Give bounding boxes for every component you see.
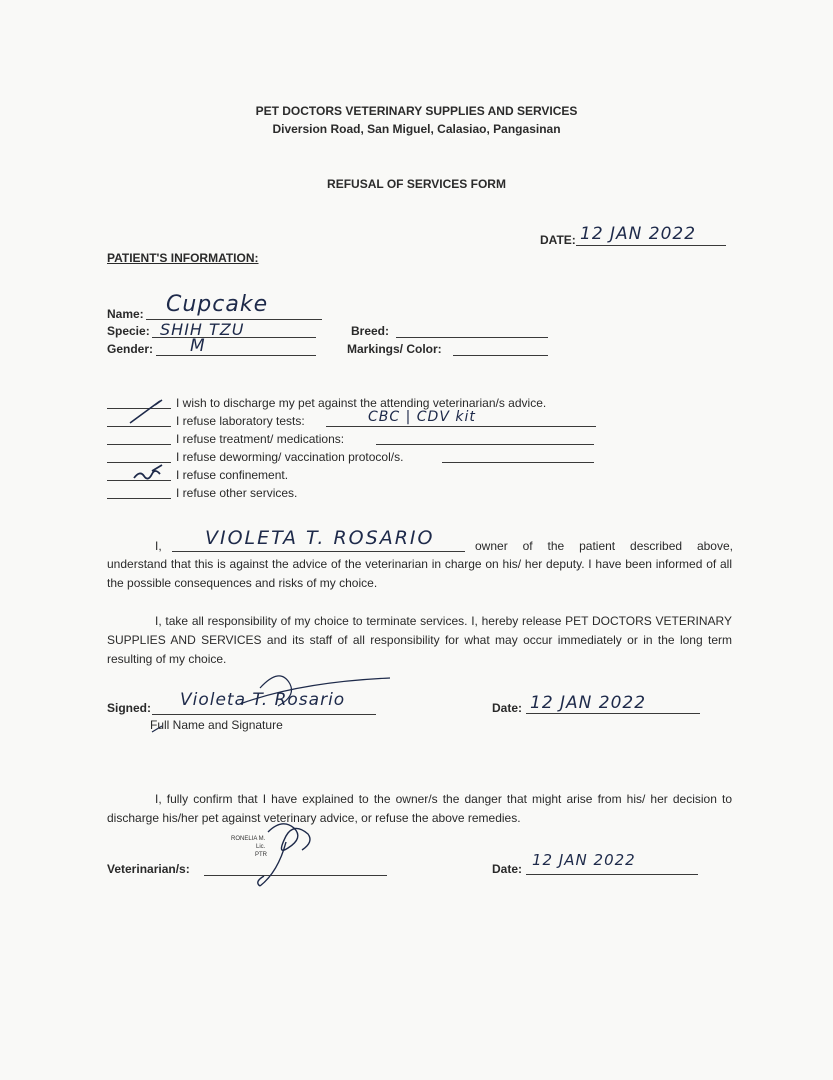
confirmation-text: I, fully confirm that I have explained to the owner/s the danger that might arise from his/ her decision to discharge his/her pet against veterinary advice, or refuse the above remedies. [107, 792, 732, 825]
statement-text-b: understand that this is against the advice of the veterinarian in charge on his/ her deputy. I have been informed of all the possible consequences and risks of my choice. [107, 557, 732, 590]
deworming-detail-line [442, 462, 594, 463]
signed-label: Signed: [107, 701, 151, 715]
stamp-line: Lic. [256, 844, 266, 850]
date-top-line [576, 245, 726, 246]
name-label: Name: [107, 307, 144, 321]
markings-line [453, 355, 548, 356]
lab-tests-detail: CBC | CDV kit [368, 409, 476, 425]
owner-name-line [172, 551, 465, 552]
owner-name: VIOLETA T. ROSARIO [205, 527, 435, 549]
option-treatment-text: I refuse treatment/ medications: [176, 432, 345, 446]
lab-tests-detail-line [326, 426, 596, 427]
responsibility-text: I, take all responsibility of my choice to terminate services. I, hereby release PET DOCTORS VETERINARY SUPPLIES AND SERVICES and its staff of all responsibility for what may occur immediately or in the long term resulting of my choice. [107, 614, 732, 666]
stamp-line: PTR [255, 852, 267, 858]
date-top-value: 12 JAN 2022 [580, 224, 697, 244]
form-title: REFUSAL OF SERVICES FORM [327, 177, 506, 191]
specie-label: Specie: [107, 324, 150, 338]
signed-date-value: 12 JAN 2022 [530, 693, 647, 713]
signed-date-label: Date: [492, 701, 523, 715]
option-other-services-text: I refuse other services. [176, 486, 298, 500]
veterinarian-signature [240, 812, 340, 892]
signed-date-line [526, 713, 700, 714]
veterinarian-date-label: Date: [492, 862, 523, 876]
checkmark-confinement [134, 465, 162, 479]
date-top-label: DATE: [540, 233, 576, 247]
name-value: Cupcake [166, 292, 269, 317]
veterinarian-label: Veterinarian/s: [107, 862, 190, 876]
breed-label: Breed: [351, 324, 390, 338]
veterinarian-date-value: 12 JAN 2022 [532, 851, 636, 869]
option-discharge-text: I wish to discharge my pet against the attending veterinarian/s advice. [176, 396, 547, 410]
patient-section-title: PATIENT'S INFORMATION: [107, 251, 259, 265]
veterinarian-date-line [526, 874, 698, 875]
option-confinement-text: I refuse confinement. [176, 468, 289, 482]
company-address: Diversion Road, San Miguel, Calasiao, Pangasinan [272, 122, 561, 136]
statement-text-a: owner of the patient described above, [475, 539, 733, 553]
specie-value: SHIH TZU [160, 320, 245, 339]
stamp-line: RONELIA M. [231, 836, 266, 842]
treatment-detail-line [376, 444, 594, 445]
checkmark-lab-tests [130, 400, 162, 423]
option-deworming-text: I refuse deworming/ vaccination protocol/s. [176, 450, 404, 464]
statement-prefix: I, [155, 539, 162, 553]
markings-label: Markings/ Color: [347, 342, 442, 356]
gender-value: M [190, 336, 206, 356]
signature-caption: Full Name and Signature [150, 718, 283, 732]
checkmarks [100, 395, 180, 495]
option-line [107, 498, 171, 499]
gender-label: Gender: [107, 342, 154, 356]
breed-line [396, 337, 548, 338]
company-name: PET DOCTORS VETERINARY SUPPLIES AND SERVICES [255, 104, 578, 118]
option-lab-tests-text: I refuse laboratory tests: [176, 414, 305, 428]
gender-line [156, 355, 316, 356]
owner-signature: Violeta T. Rosario [180, 690, 346, 710]
